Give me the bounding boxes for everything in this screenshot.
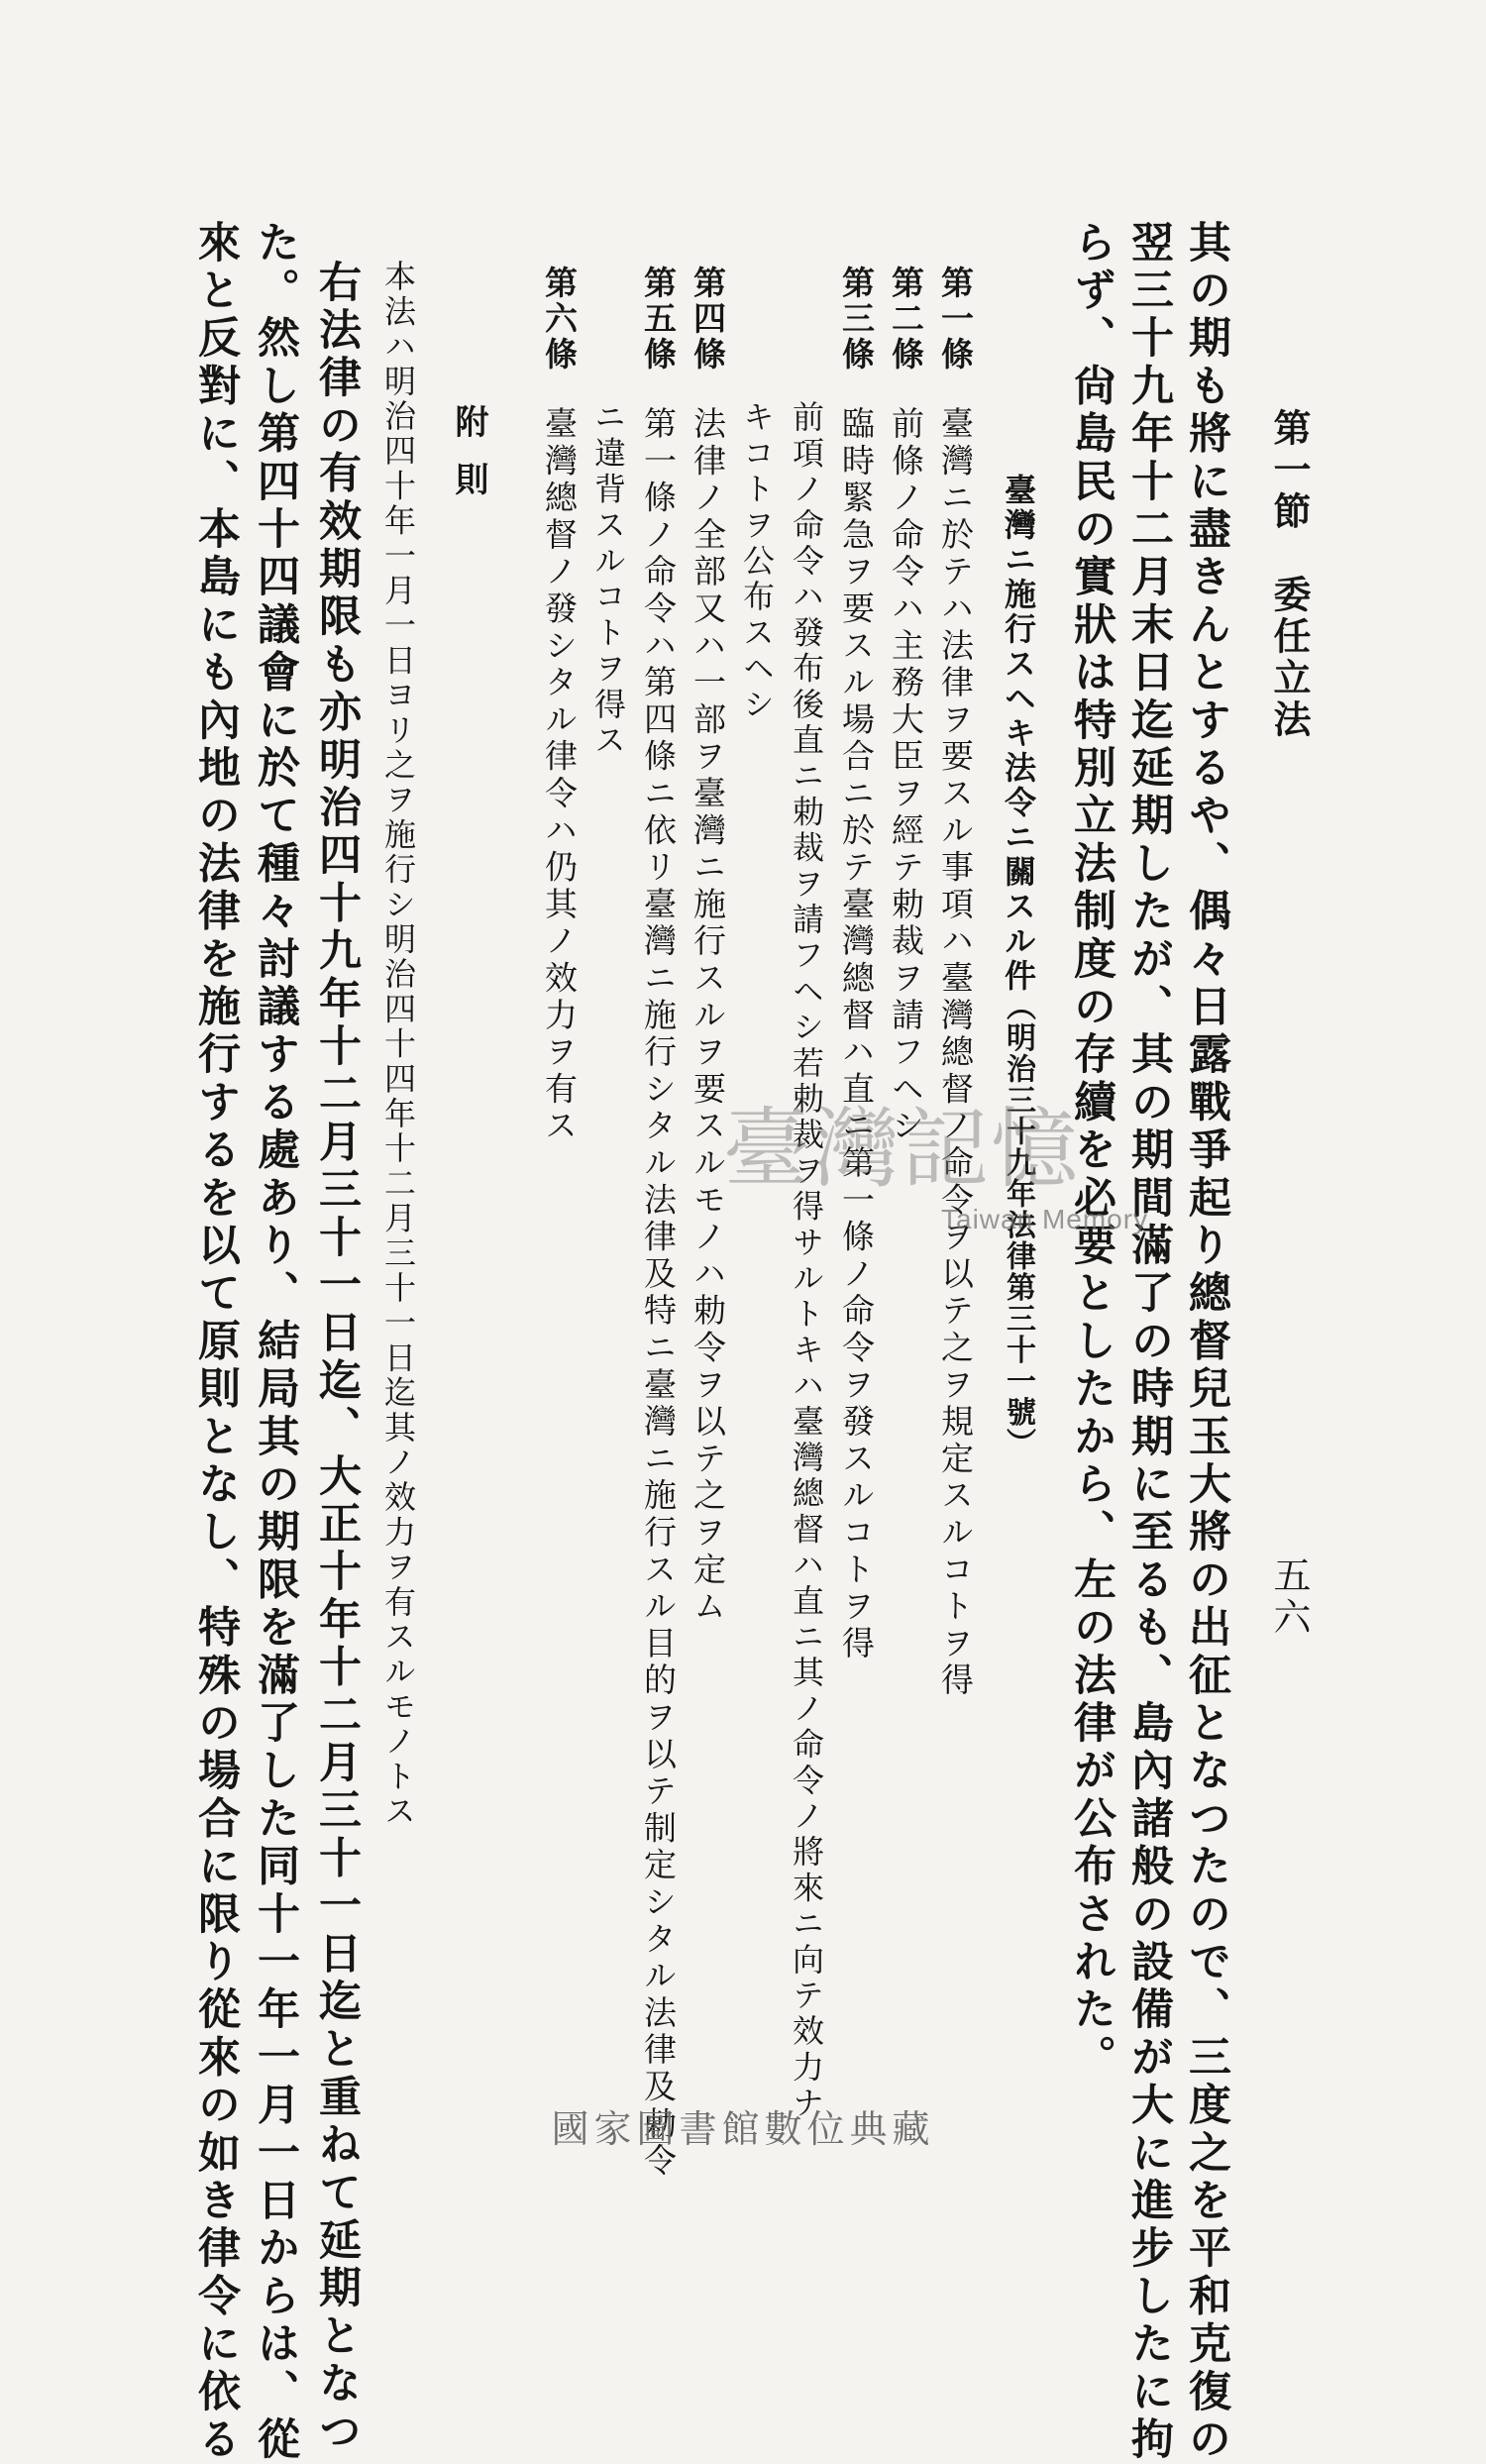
article-text: 法律ノ全部又ハ一部ヲ臺灣ニ施行スルヲ要スルモノハ勅令ヲ以テ之ヲ定ム	[689, 406, 727, 1626]
body-line: 其の期も將に盡きんとするや、偶々日露戰爭起り總督兒玉大將の出征となつたので、三度之を平和克復の	[1182, 220, 1231, 2464]
body-line: 右法律の有效期限も亦明治四十九年十二月三十一日迄、大正十年十二月三十一日迄と重ねて延期となつ	[312, 260, 362, 2457]
article-label: 第四條	[689, 266, 727, 373]
article-label: 第五條	[639, 266, 678, 373]
article-2	[887, 266, 925, 1145]
supplementary-heading: 附則	[449, 404, 488, 519]
supplementary-text: 本法ハ明治四十年一月一日ヨリ之ヲ施行シ明治四十四年十二月三十一日迄其ノ效力ヲ有スルモノトス	[379, 260, 417, 1829]
law-citation: （明治三十九年法律第三十一號）	[1001, 991, 1035, 1459]
article-text: 臺灣總督ノ發シタル律令ハ仍其ノ效力ヲ有ス	[540, 406, 579, 1145]
article-label: 第二條	[887, 266, 925, 373]
library-footer: 國家圖書館數位典藏	[551, 2107, 935, 2151]
body-line: 來と反對に、本島にも內地の法律を施行するを以て原則となし、特殊の場合に限り從來の如き律令に依る	[191, 220, 241, 2464]
article-text: 第一條ノ命令ハ第四條ニ依リ臺灣ニ施行シタル法律及特ニ臺灣ニ施行スル目的ヲ以テ制定シタル法律及勅令	[639, 406, 678, 2181]
body-line: らず、尙島民の實狀は特別立法制度の存續を必要としたから、左の法律が公布された。	[1067, 220, 1116, 2083]
body-line: た。然し第四十四議會に於て種々討議する處あり、結局其の期限を滿了した同十一年一月一日からは、從	[251, 220, 300, 2464]
article-5	[639, 266, 678, 2181]
article-6	[540, 266, 579, 1145]
article-label: 第六條	[540, 266, 579, 373]
article-5-continuation: ニ違背スルコトヲ得ス	[589, 400, 627, 759]
article-text: 臨時緊急ヲ要スル場合ニ於テ臺灣總督ハ直ニ第一條ノ命令ヲ發スルコトヲ得	[837, 406, 876, 1663]
watermark-subtitle: Taiwan Memory	[941, 1204, 1149, 1234]
article-text: 臺灣ニ於テハ法律ヲ要スル事項ハ臺灣總督ノ命令ヲ以テ之ヲ規定スルコトヲ得	[936, 406, 975, 1700]
article-text: 前條ノ命令ハ主務大臣ヲ經テ勅裁ヲ請フヘシ	[887, 406, 925, 1145]
article-label: 第一條	[936, 266, 975, 373]
article-3	[837, 266, 876, 1663]
body-line: 翌三十九年十二月末日迄延期したが、其の期間滿了の時期に至るも、島內諸般の設備が大に進步したに拘	[1124, 220, 1174, 2464]
article-4	[689, 266, 727, 1626]
article-label: 第三條	[837, 266, 876, 373]
law-title: 臺灣ニ施行スヘキ法令ニ關スル件	[1000, 474, 1037, 994]
section-title: 第一節 委任立法	[1267, 408, 1312, 741]
article-3-continuation: キコトヲ公布スヘシ	[738, 400, 776, 723]
article-3-continuation: 前項ノ命令ハ發布後直ニ勅裁ヲ請フヘシ若勅裁ヲ得サルトキハ臺灣總督ハ直ニ其ノ命令ノ將來ニ向テ效力ナ	[788, 400, 825, 2122]
article-1	[936, 266, 975, 1700]
page-number: 五六	[1267, 1555, 1311, 1639]
watermark-logo: 臺灣記憶	[723, 1098, 1081, 1200]
